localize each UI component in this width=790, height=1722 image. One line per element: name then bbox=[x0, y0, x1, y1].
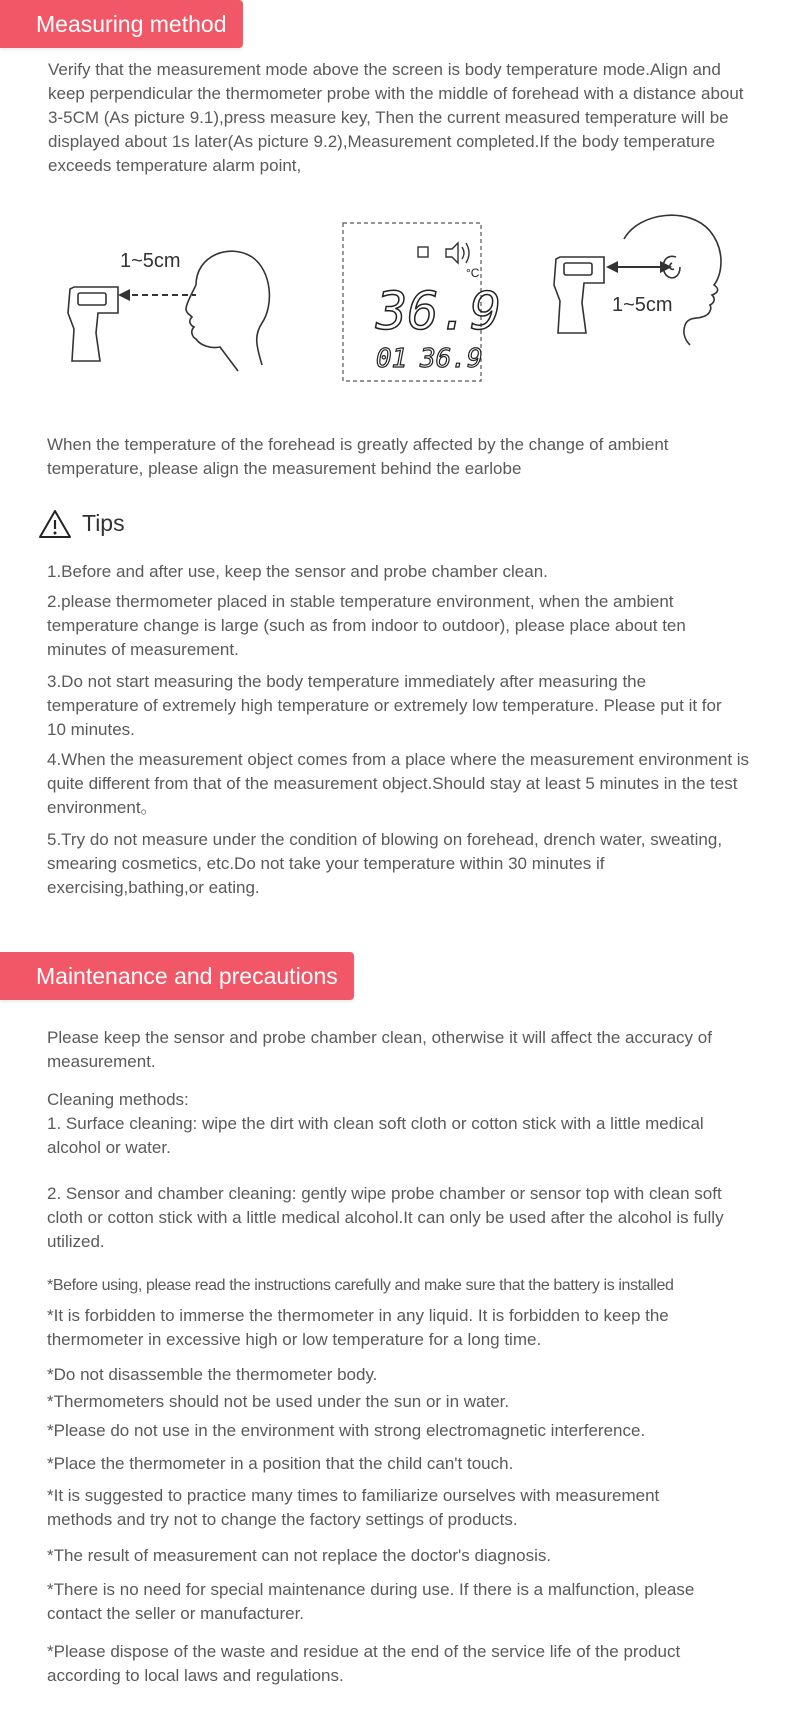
ear-head-icon bbox=[624, 215, 721, 345]
tips-title: Tips bbox=[82, 510, 125, 536]
measurement-illustration bbox=[0, 205, 790, 395]
measuring-method-heading: Measuring method bbox=[0, 0, 243, 48]
precaution-note-2: *It is forbidden to immerse the thermometer in any liquid. It is forbidden to keep the thermometer in excessive high or low temperature for a long time. bbox=[47, 1306, 669, 1349]
forehead-head-icon bbox=[186, 251, 269, 371]
measuring-intro: Verify that the measurement mode above the screen is body temperature mode.Align and keep perpendicular the thermometer probe with the middle of forehead with a distance about 3-5CM (As picture 9.1),press measure key, Then the current measured temperature will be displayed about 1s later(As picture 9.2),Measurement completed.If the body temperature exceeds temperature alarm point, bbox=[48, 60, 744, 175]
maintenance-heading: Maintenance and precautions bbox=[0, 952, 354, 1000]
lcd-unit: °C bbox=[466, 266, 480, 280]
ear-distance-label: 1~5cm bbox=[612, 294, 673, 316]
tip-item-5: 5.Try do not measure under the condition of blowing on forehead, drench water, sweating, smearing cosmetics, etc.Do not take your temperature within 30 minutes if exercising,bathing,or eating. bbox=[47, 830, 723, 897]
ear-arrow-head-left bbox=[606, 261, 618, 273]
tip-item-1: 1.Before and after use, keep the sensor and probe chamber clean. bbox=[47, 562, 548, 581]
tip-item-3: 3.Do not start measuring the body temperature immediately after measuring the temperature of extremely high temperature or extremely low temperature. Please put it for 10 minutes. bbox=[47, 672, 722, 739]
lcd-memory-reading: 36.9 bbox=[420, 344, 483, 374]
forehead-thermometer-icon bbox=[68, 287, 118, 361]
tip-item-2: 2.please thermometer placed in stable temperature environment, when the ambient temperature change is large (such as from indoor to outdoor), please place about ten minutes of measurement. bbox=[47, 592, 686, 659]
cleaning-method-2: 2. Sensor and chamber cleaning: gently wipe probe chamber or sensor top with clean soft cloth or cotton stick with a little medical alcohol.It can only be used after the alcohol is fully utilized. bbox=[47, 1184, 724, 1251]
forehead-distance-label: 1~5cm bbox=[120, 250, 181, 272]
cleaning-method-1: 1. Surface cleaning: wipe the dirt with clean soft cloth or cotton stick with a little medical alcohol or water. bbox=[47, 1114, 704, 1157]
cleaning-heading: Cleaning methods: bbox=[47, 1090, 189, 1109]
precaution-note-5: *Please do not use in the environment with strong electromagnetic interference. bbox=[47, 1421, 646, 1440]
lock-icon bbox=[418, 247, 428, 257]
tip-item-4: 4.When the measurement object comes from a place where the measurement environment is quite different from that of the measurement object.Should stay at least 5 minutes in the test environment。 bbox=[47, 750, 750, 817]
precaution-note-10: *Please dispose of the waste and residue at the end of the service life of the product according to local laws and regulations. bbox=[47, 1642, 681, 1685]
lcd-main-reading: 36.9 bbox=[376, 282, 502, 342]
lcd-display bbox=[343, 223, 501, 381]
tips-header bbox=[38, 508, 125, 544]
measurement-illustration-svg bbox=[0, 205, 790, 395]
precaution-note-3: *Do not disassemble the thermometer body. bbox=[47, 1365, 378, 1384]
precaution-note-1: *Before using, please read the instructions carefully and make sure that the battery is installed bbox=[47, 1277, 674, 1294]
warning-icon bbox=[38, 508, 72, 540]
precaution-note-8: *The result of measurement can not replace the doctor's diagnosis. bbox=[47, 1546, 552, 1565]
earlobe-note: When the temperature of the forehead is greatly affected by the change of ambient temperature, please align the measurement behind the earlobe bbox=[47, 435, 669, 478]
precaution-note-7: *It is suggested to practice many times to familiarize ourselves with measurement methods and try not to change the factory settings of products. bbox=[47, 1486, 660, 1529]
speaker-icon bbox=[446, 243, 469, 263]
precaution-note-4: *Thermometers should not be used under the sun or in water. bbox=[47, 1392, 510, 1411]
maintenance-intro: Please keep the sensor and probe chamber clean, otherwise it will affect the accuracy of measurement. bbox=[47, 1028, 712, 1071]
precaution-note-6: *Place the thermometer in a position that the child can't touch. bbox=[47, 1454, 514, 1473]
ear-thermometer-icon bbox=[554, 257, 604, 333]
forehead-arrow-head bbox=[118, 289, 130, 301]
lcd-memory-index: 01 bbox=[376, 344, 408, 374]
precaution-note-9: *There is no need for special maintenance during use. If there is a malfunction, please contact the seller or manufacturer. bbox=[47, 1580, 695, 1623]
